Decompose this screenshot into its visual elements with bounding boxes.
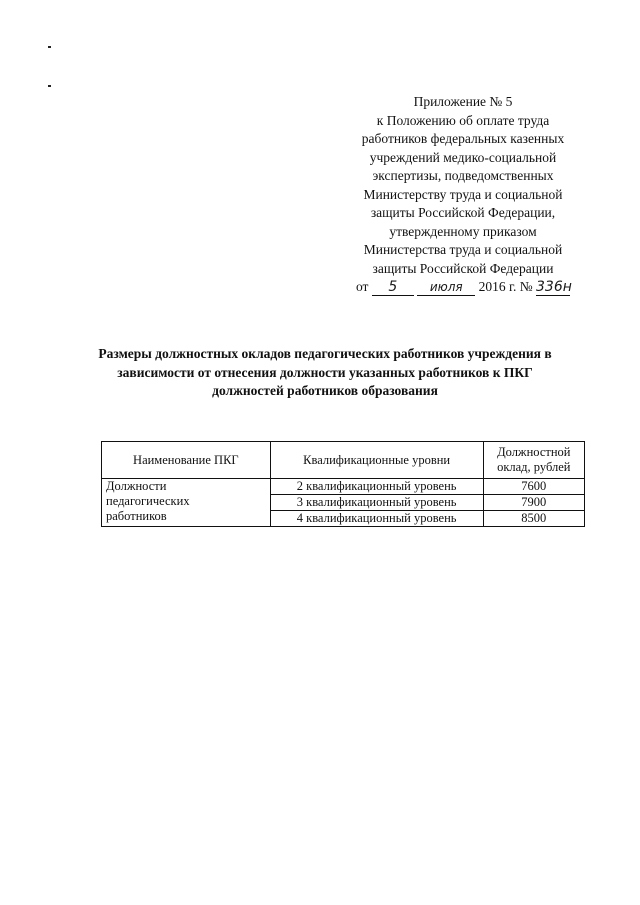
document-heading: [90, 345, 560, 401]
table-header-row: [102, 442, 585, 479]
header-salary-line: Должностной: [497, 445, 571, 459]
date-year: 2016 г. №: [478, 279, 533, 294]
qualification-level-cell: 4 квалификационный уровень: [270, 511, 483, 527]
heading-line: Размеры должностных окладов педагогических работников учреждения в: [98, 346, 552, 361]
pkg-name-cell: [102, 479, 271, 527]
pkg-name-line: работников: [106, 509, 167, 523]
appendix-line: Министерства труда и социальной: [363, 242, 563, 257]
scan-artifact-dot: [48, 46, 51, 48]
header-salary: [483, 442, 584, 479]
appendix-line: учреждений медико-социальной: [369, 149, 557, 165]
scan-artifact-dot: [48, 85, 51, 87]
appendix-line: защиты Российской Федерации,: [370, 205, 556, 220]
appendix-line: работников федеральных казенных: [361, 131, 565, 146]
appendix-reference: [338, 93, 588, 297]
heading-line: должностей работников образования: [212, 383, 438, 398]
header-salary-line: оклад, рублей: [497, 460, 571, 474]
salary-cell: 8500: [483, 511, 584, 527]
salary-cell: 7600: [483, 479, 584, 495]
salary-cell: 7900: [483, 495, 584, 511]
qualification-level-cell: 2 квалификационный уровень: [270, 479, 483, 495]
date-prefix: от: [355, 279, 369, 294]
appendix-line: защиты Российской Федерации: [372, 260, 554, 276]
header-pkg-name: Наименование ПКГ: [102, 442, 271, 479]
heading-line: зависимости от отнесения должности указанных работников к ПКГ: [117, 364, 533, 380]
appendix-line: утвержденному приказом: [389, 223, 537, 239]
pkg-name-line: Должности: [106, 479, 167, 493]
appendix-line: к Положению об оплате труда: [376, 112, 550, 128]
appendix-line: Министерству труда и социальной: [363, 186, 563, 202]
pkg-name-line: педагогических: [106, 494, 190, 508]
header-qualification-levels: Квалификационные уровни: [270, 442, 483, 479]
salary-table: [101, 441, 585, 527]
appendix-line: экспертизы, подведомственных: [372, 168, 554, 183]
handwritten-order-number: 336н: [536, 279, 572, 295]
order-date-line: [338, 278, 588, 297]
appendix-line: Приложение № 5: [413, 94, 513, 109]
handwritten-day: 5: [372, 280, 414, 296]
table-row: [102, 479, 585, 495]
qualification-level-cell: 3 квалификационный уровень: [270, 495, 483, 511]
handwritten-month: июля: [417, 280, 475, 296]
